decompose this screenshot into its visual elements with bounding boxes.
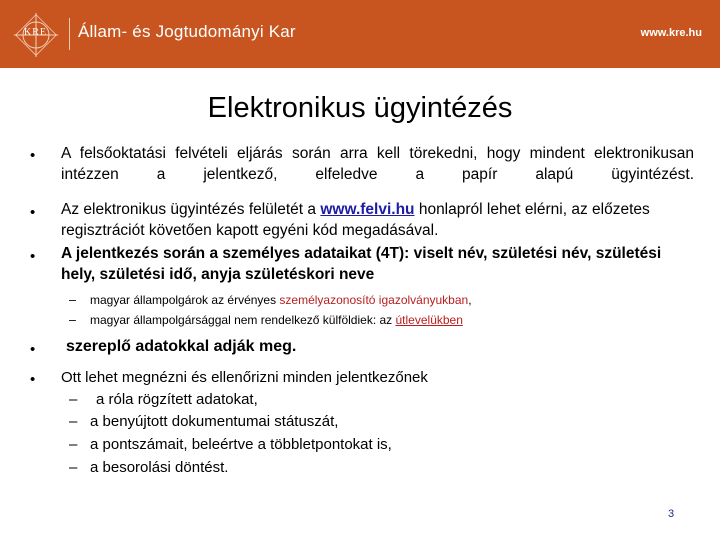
bullet-2-text [61, 199, 694, 241]
header-bar [0, 0, 720, 68]
felvi-link[interactable]: www.felvi.hu [320, 201, 415, 218]
sub-item-1 [90, 293, 472, 307]
dash-icon: – [69, 313, 76, 327]
sub-item-2-highlight: útlevelükben [395, 313, 463, 327]
slide-title: Elektronikus ügyintézés [207, 92, 513, 124]
dash-icon: – [69, 436, 78, 453]
bullet-icon: • [30, 371, 36, 388]
bullet-3-text: A jelentkezés során a személyes adataikat (4T): viselt név, születési név, születési hely, születési idő, anyja születéskori neve [61, 245, 662, 283]
bullet-4-text: szereplő adatokkal adják meg. [66, 338, 297, 355]
sub-item-1-text: magyar állampolgárok az érvényes [90, 293, 280, 307]
bullet-5-item-2: a benyújtott dokumentumai státuszát, [90, 413, 339, 430]
page-number: 3 [668, 508, 675, 520]
bullet-icon: • [30, 204, 36, 221]
sub-item-2 [90, 313, 463, 327]
dash-icon: – [69, 293, 76, 307]
bullet-icon: • [30, 341, 36, 358]
sub-item-2-text: magyar állampolgársággal nem rendelkező külföldiek: az [90, 313, 396, 327]
bullet-icon: • [30, 248, 36, 265]
logo-text: KRE [24, 27, 47, 38]
dash-icon: – [69, 391, 78, 408]
faculty-name: Állam- és Jogtudományi Kar [78, 22, 296, 41]
bullet-2-before: Az elektronikus ügyintézés felületét a [61, 201, 321, 218]
bullet-5-item-4: a besorolási döntést. [90, 459, 229, 476]
dash-icon: – [69, 413, 78, 430]
bullet-2-after: honlapról lehet elérni, az előzetes regisztrációt követően kapott egyéni kód megadásával. [61, 201, 650, 239]
bullet-icon: • [30, 147, 36, 164]
bullet-5-intro: Ott lehet megnézni és ellenőrizni minden jelentkezőnek [61, 369, 428, 386]
website-url[interactable]: www.kre.hu [640, 27, 702, 39]
bullet-5-item-3: a pontszámait, beleértve a többletpontokat is, [90, 436, 392, 453]
sub-item-1-end: , [468, 293, 472, 307]
bullet-1-text: A felsőoktatási felvételi eljárás során arra kell törekedni, hogy mindent elektronikusan intézzen a jelentkező, elfeledve a papír alapú ügyintézést. [61, 145, 694, 183]
dash-icon: – [69, 459, 78, 476]
sub-item-1-highlight: személyazonosító igazolványukban [279, 293, 469, 307]
bullet-5-item-1: a róla rögzített adatokat, [96, 391, 258, 408]
header-divider [69, 18, 70, 50]
